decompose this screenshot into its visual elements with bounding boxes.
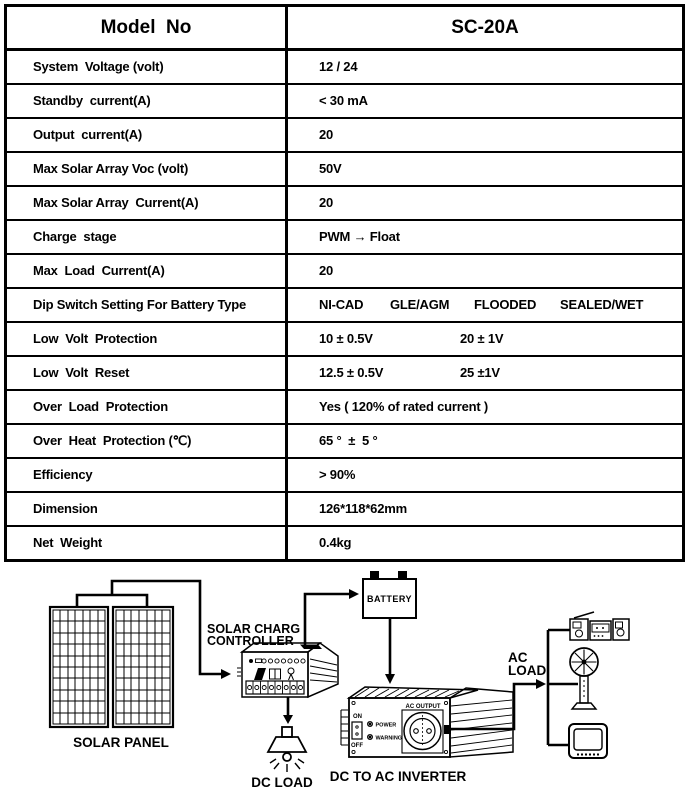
row-label: Standby current(A) — [7, 85, 288, 117]
battery-type-gle-agm: GLE/AGM — [390, 297, 450, 312]
row-label: Net Weight — [7, 527, 288, 559]
battery-icon — [363, 571, 416, 618]
wiring-diagram — [0, 560, 689, 796]
battery-glyph-icon — [270, 669, 281, 679]
row-value: 126*118*62mm — [319, 501, 407, 516]
row-value: 20 — [319, 127, 334, 142]
tv-icon — [569, 724, 607, 758]
row-value: 20 — [319, 263, 334, 278]
ac-output-label: AC OUTPUT — [405, 704, 441, 710]
header-model-value: SC-20A — [451, 17, 519, 38]
controller-label-line1: SOLAR CHARG — [207, 622, 301, 636]
table-row — [7, 423, 682, 457]
ac-load-label-line1: AC — [508, 650, 528, 665]
table-row — [7, 457, 682, 491]
table-row — [7, 525, 682, 559]
row-value: Yes ( 120% of rated current ) — [319, 399, 489, 414]
row-value: 20 — [319, 195, 334, 210]
stereo-icon — [570, 612, 629, 640]
value-24v-system: 25 ±1V — [460, 365, 500, 380]
row-label: Dip Switch Setting For Battery Type — [7, 289, 288, 321]
battery-type-sealed-wet: SEALED/WET — [560, 297, 644, 312]
row-value: 12 / 24 — [319, 59, 358, 74]
solar-panel-label: SOLAR PANEL — [73, 735, 169, 750]
arrowhead-into-dc-load — [283, 715, 293, 724]
row-label: Dimension — [7, 493, 288, 525]
solar-panel-left-icon — [50, 607, 108, 727]
row-label: Output current(A) — [7, 119, 288, 151]
spec-table — [4, 4, 685, 562]
off-label: OFF — [351, 743, 363, 749]
row-label: Max Solar Array Voc (volt) — [7, 153, 288, 185]
panel-glyph-icon — [254, 668, 266, 680]
ac-load-label-line2: LOAD — [508, 663, 547, 678]
inverter-label: DC TO AC INVERTER — [329, 769, 467, 784]
ac-load-bus-wires — [548, 630, 578, 745]
row-value: < 30 mA — [319, 93, 368, 108]
fan-icon — [570, 648, 598, 709]
row-label: System Voltage (volt) — [7, 51, 288, 83]
charge-controller-device-icon — [237, 643, 338, 697]
table-row — [7, 151, 682, 185]
wire-controller-to-battery — [305, 594, 349, 646]
lamp-glyph-icon — [288, 668, 294, 680]
row-label: Max Load Current(A) — [7, 255, 288, 287]
value-12v-system: 10 ± 0.5V — [319, 331, 373, 346]
row-label: Charge stage — [7, 221, 288, 253]
battery-type-flooded: FLOODED — [474, 297, 537, 312]
row-label: Low Volt Protection — [7, 323, 288, 355]
table-header-row — [7, 7, 682, 48]
row-label: Over Heat Protection (℃) — [7, 425, 288, 457]
wire-panel-to-controller — [77, 581, 221, 674]
arrowhead-into-ac-bus — [536, 679, 546, 689]
table-row — [7, 117, 682, 151]
value-12v-system: 12.5 ± 0.5V — [319, 365, 384, 380]
power-led-icon — [367, 721, 372, 726]
arrowhead-into-controller — [221, 669, 231, 679]
value-24v-system: 20 ± 1V — [460, 331, 504, 346]
table-row — [7, 355, 682, 389]
arrowhead-into-inverter — [385, 674, 395, 684]
arrowhead-into-battery — [349, 589, 359, 599]
warning-led-icon — [367, 734, 372, 739]
row-label: Efficiency — [7, 459, 288, 491]
table-row — [7, 321, 682, 355]
table-row — [7, 389, 682, 423]
row-value — [288, 357, 682, 389]
table-row — [7, 185, 682, 219]
row-value: 0.4kg — [319, 535, 352, 550]
row-value — [288, 289, 682, 321]
row-value: 65 ° ± 5 ° — [319, 433, 378, 448]
table-row — [7, 491, 682, 525]
warning-label: WARNING — [375, 735, 403, 742]
solar-panel-right-icon — [113, 607, 173, 727]
controller-label-line2: CONTROLLER — [207, 634, 294, 648]
table-row — [7, 83, 682, 117]
row-value — [288, 323, 682, 355]
header-model-no: Model No — [7, 7, 288, 48]
row-label: Max Solar Array Current(A) — [7, 187, 288, 219]
inverter-device-icon — [341, 687, 513, 757]
table-row — [7, 253, 682, 287]
battery-type-ni-cad: NI-CAD — [319, 297, 364, 312]
row-value: > 90% — [319, 467, 356, 482]
table-row — [7, 48, 682, 83]
power-label: POWER — [375, 722, 397, 729]
row-label: Over Load Protection — [7, 391, 288, 423]
dc-load-label: DC LOAD — [251, 775, 313, 790]
row-value: PWM → Float — [319, 229, 400, 244]
table-row-dip-switch — [7, 287, 682, 321]
table-row — [7, 219, 682, 253]
row-value: 50V — [319, 161, 342, 176]
power-switch — [352, 722, 362, 739]
row-label: Low Volt Reset — [7, 357, 288, 389]
battery-label: BATTERY — [367, 594, 412, 604]
dc-load-lamp-icon — [268, 727, 306, 772]
on-label: ON — [353, 714, 362, 720]
